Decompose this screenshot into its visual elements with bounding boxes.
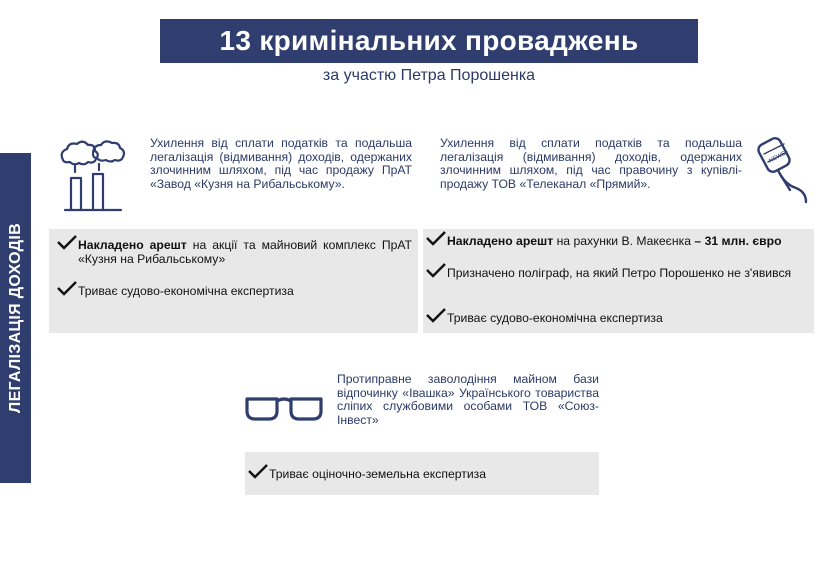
item-text: Триває судово-економічна експертиза bbox=[78, 284, 294, 298]
item-bold-amount: – 31 млн. євро bbox=[694, 234, 782, 248]
check-icon bbox=[56, 234, 78, 250]
check-icon bbox=[56, 280, 78, 296]
item-text: на акції та майновий комплекс ПрАТ «Кузня на Рибальському» bbox=[78, 238, 412, 266]
check-icon bbox=[425, 230, 447, 246]
list-item bbox=[247, 467, 595, 481]
sidebar-label: ЛЕГАЛІЗАЦІЯ ДОХОДІВ bbox=[6, 223, 24, 413]
sidebar-label-bar bbox=[0, 153, 31, 483]
check-icon bbox=[425, 262, 447, 278]
item-text: Триває оціночно-земельна експертиза bbox=[269, 467, 487, 481]
item-text: Триває судово-економічна експертиза bbox=[447, 311, 663, 325]
case3-description: Протиправне заволодіння майном бази відпочинку «Івашка» Українського товариства сліпих службовими особами ТОВ «Союз-Інвест» bbox=[337, 372, 599, 427]
glasses-icon bbox=[245, 393, 323, 423]
item-text: на рахунки В. Макеєнка bbox=[553, 234, 695, 248]
svg-text:NEWS: NEWS bbox=[768, 150, 787, 165]
list-item bbox=[425, 311, 809, 325]
page-subtitle: за участю Петра Порошенка bbox=[322, 67, 536, 84]
case1-description: Ухилення від сплати податків та подальша легалізація (відмивання) доходів, одержаних злочинним шляхом, під час продажу ПрАТ «Завод «Кузня на Рибальському». bbox=[150, 136, 412, 191]
case1-status-box bbox=[49, 229, 418, 333]
list-item bbox=[56, 238, 412, 266]
check-icon bbox=[247, 463, 269, 479]
list-item bbox=[425, 266, 809, 280]
item-text: Призначено поліграф, на який Петро Порошенко не з'явився bbox=[447, 266, 792, 280]
case2-status-box bbox=[423, 229, 814, 333]
page-title: 13 кримінальних проваджень bbox=[160, 19, 698, 63]
list-item bbox=[56, 284, 412, 298]
factory-icon bbox=[57, 138, 127, 214]
list-item bbox=[425, 234, 809, 248]
news-microphone-icon bbox=[754, 134, 812, 206]
check-icon bbox=[425, 307, 447, 323]
item-bold: Накладено арешт bbox=[78, 238, 187, 252]
case2-description: Ухилення від сплати податків та подальша легалізація (відмивання) доходів, одержаних злочинним шляхом, під час правочину з купівлі-продажу ТОВ «Телеканал «Прямий». bbox=[440, 136, 742, 191]
case3-status-box bbox=[245, 452, 599, 495]
item-bold: Накладено арешт bbox=[447, 234, 554, 248]
